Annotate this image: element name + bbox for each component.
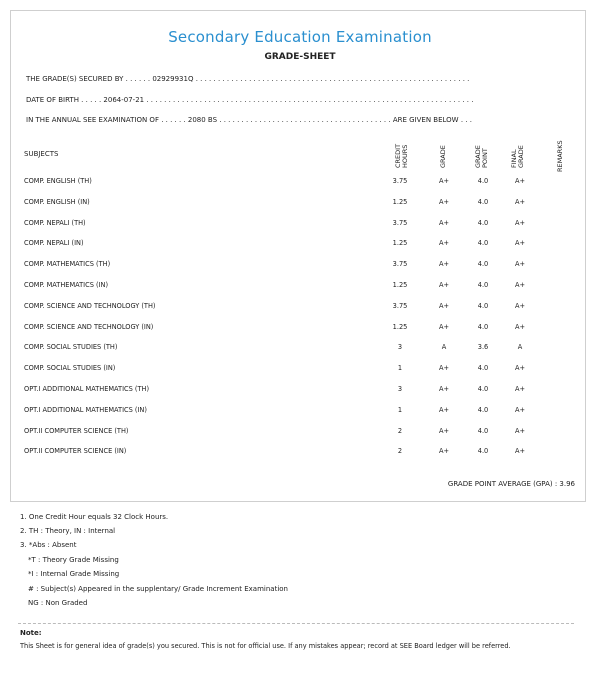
remarks-header: REMARKS (556, 140, 564, 172)
table-row (24, 343, 564, 355)
credit-hours-cell: 3.75 (392, 177, 408, 185)
final-grade-cell: A+ (514, 177, 526, 185)
note-item: 2. TH : Theory, IN : Internal (20, 527, 116, 535)
credit-hours-cell: 3 (397, 343, 403, 352)
grade-header: GRADE (439, 145, 447, 168)
final-grade-cell: A+ (514, 239, 526, 248)
final-grade-cell: A+ (514, 218, 526, 227)
subject-cell: COMP. MATHEMATICS (IN) (24, 281, 109, 289)
grade-cell: A+ (438, 197, 450, 206)
credit-hours-header: CREDIT HOURS (394, 143, 409, 168)
final-grade-header: FINAL GRADE (510, 145, 525, 168)
subject-cell: COMP. ENGLISH (TH) (24, 177, 92, 185)
final-grade-cell: A (517, 343, 523, 352)
final-grade-cell: A+ (514, 197, 526, 206)
grade-cell: A+ (438, 447, 450, 456)
table-row (24, 447, 564, 459)
grade-cell: A+ (438, 239, 450, 248)
table-row (24, 406, 564, 418)
grade-cell: A+ (438, 364, 450, 373)
grade-point-cell: 4.0 (477, 405, 489, 414)
page-title: Secondary Education Examination (168, 28, 432, 46)
grade-point-header: GRADE POINT (474, 145, 489, 168)
note-divider (18, 623, 574, 624)
grade-point-cell: 4.0 (477, 385, 489, 393)
table-row (24, 427, 564, 439)
final-grade-cell: A+ (514, 426, 526, 435)
final-grade-cell: A+ (514, 385, 526, 393)
final-grade-cell: A+ (514, 405, 526, 414)
gpa-line: GRADE POINT AVERAGE (GPA) : 3.96 (447, 480, 575, 488)
credit-hours-cell: 3 (397, 385, 403, 393)
credit-hours-cell: 2 (397, 426, 403, 435)
credit-hours-cell: 2 (397, 447, 403, 456)
grade-point-cell: 4.0 (477, 301, 489, 310)
grade-point-cell: 4.0 (477, 426, 489, 435)
grades-secured-line: THE GRADE(S) SECURED BY . . . . . . 02929931Q . . . . . . . . . . . . . . . . . . . . . . . . . . . . . . . . . . . . . . . . . . . . . . . . . . . . . . . . . . . . . . (26, 75, 470, 83)
note-item: # : Subject(s) Appeared in the supplentary/ Grade Increment Examination (28, 585, 288, 593)
subject-cell: OPT.II COMPUTER SCIENCE (IN) (24, 447, 127, 456)
credit-hours-cell: 1.25 (392, 322, 408, 331)
grade-point-cell: 4.0 (477, 364, 489, 373)
subject-cell: OPT.I ADDITIONAL MATHEMATICS (IN) (24, 405, 147, 414)
note-item: *T : Theory Grade Missing (28, 556, 119, 564)
final-grade-cell: A+ (514, 301, 526, 310)
grade-point-cell: 4.0 (477, 197, 489, 206)
table-row (24, 177, 564, 189)
credit-hours-cell: 1 (397, 405, 403, 414)
subjects-header: SUBJECTS (24, 150, 59, 158)
grade-cell: A+ (438, 322, 450, 331)
final-grade-cell: A+ (514, 322, 526, 331)
final-grade-cell: A+ (514, 364, 526, 373)
final-grade-cell: A+ (514, 281, 526, 289)
grade-point-cell: 4.0 (477, 218, 489, 227)
credit-hours-cell: 1.25 (392, 281, 408, 289)
disclaimer-text: This Sheet is for general idea of grade(s) you secured. This is not for official use. If any mistakes appear; record at SEE Board ledger will be referred. (20, 642, 511, 650)
credit-hours-cell: 3.75 (392, 218, 408, 227)
grade-cell: A+ (438, 218, 450, 227)
grade-point-cell: 4.0 (477, 322, 489, 331)
subject-cell: OPT.II COMPUTER SCIENCE (TH) (24, 426, 129, 435)
grade-cell: A+ (438, 426, 450, 435)
grade-point-cell: 4.0 (477, 260, 489, 269)
table-row (24, 302, 564, 314)
note-item: NG : Non Graded (28, 599, 88, 607)
credit-hours-cell: 3.75 (392, 301, 408, 310)
table-row (24, 219, 564, 231)
grade-point-cell: 4.0 (477, 177, 489, 185)
grade-point-cell: 4.0 (477, 239, 489, 248)
table-row (24, 364, 564, 376)
grade-point-cell: 4.0 (477, 447, 489, 456)
note-label: Note: (20, 629, 42, 637)
grade-point-cell: 4.0 (477, 281, 489, 289)
date-of-birth-line: DATE OF BIRTH . . . . . 2064-07-21 . . . . . . . . . . . . . . . . . . . . . . . . . . . . . . . . . . . . . . . . . . . . . . . . . . . . . . . . . . . . . . . . . . . . . . . . . . (26, 96, 474, 104)
final-grade-cell: A+ (514, 447, 526, 456)
table-row (24, 385, 564, 397)
grade-cell: A+ (438, 177, 450, 185)
credit-hours-cell: 1 (397, 364, 403, 373)
credit-hours-cell: 1.25 (392, 239, 408, 248)
table-row (24, 323, 564, 335)
subject-cell: COMP. SCIENCE AND TECHNOLOGY (TH) (24, 301, 156, 310)
subject-cell: COMP. SCIENCE AND TECHNOLOGY (IN) (24, 322, 154, 331)
exam-line: IN THE ANNUAL SEE EXAMINATION OF . . . . . . 2080 BS . . . . . . . . . . . . . . . . . . . . . . . . . . . . . . . . . . . . . . . ARE GIVEN BELOW . . . (26, 116, 472, 124)
subject-cell: COMP. ENGLISH (IN) (24, 197, 90, 206)
subject-cell: OPT.I ADDITIONAL MATHEMATICS (TH) (24, 385, 150, 393)
grade-cell: A+ (438, 385, 450, 393)
grade-point-cell: 3.6 (477, 343, 489, 352)
subject-cell: COMP. NEPALI (IN) (24, 239, 84, 248)
note-item: *I : Internal Grade Missing (28, 570, 120, 578)
note-item: 1. One Credit Hour equals 32 Clock Hours. (20, 513, 169, 521)
credit-hours-cell: 3.75 (392, 260, 408, 269)
table-row (24, 198, 564, 210)
table-row (24, 239, 564, 251)
table-row (24, 260, 564, 272)
note-item: 3. *Abs : Absent (20, 541, 77, 549)
grade-sheet-heading: GRADE-SHEET (264, 52, 336, 62)
subject-cell: COMP. SOCIAL STUDIES (IN) (24, 364, 116, 373)
grade-cell: A+ (438, 260, 450, 269)
table-row (24, 281, 564, 293)
grade-cell: A+ (438, 405, 450, 414)
credit-hours-cell: 1.25 (392, 197, 408, 206)
grade-cell: A (441, 343, 447, 352)
final-grade-cell: A+ (514, 260, 526, 269)
grade-cell: A+ (438, 281, 450, 289)
subject-cell: COMP. MATHEMATICS (TH) (24, 260, 111, 269)
grade-cell: A+ (438, 301, 450, 310)
subject-cell: COMP. NEPALI (TH) (24, 218, 86, 227)
subject-cell: COMP. SOCIAL STUDIES (TH) (24, 343, 118, 352)
